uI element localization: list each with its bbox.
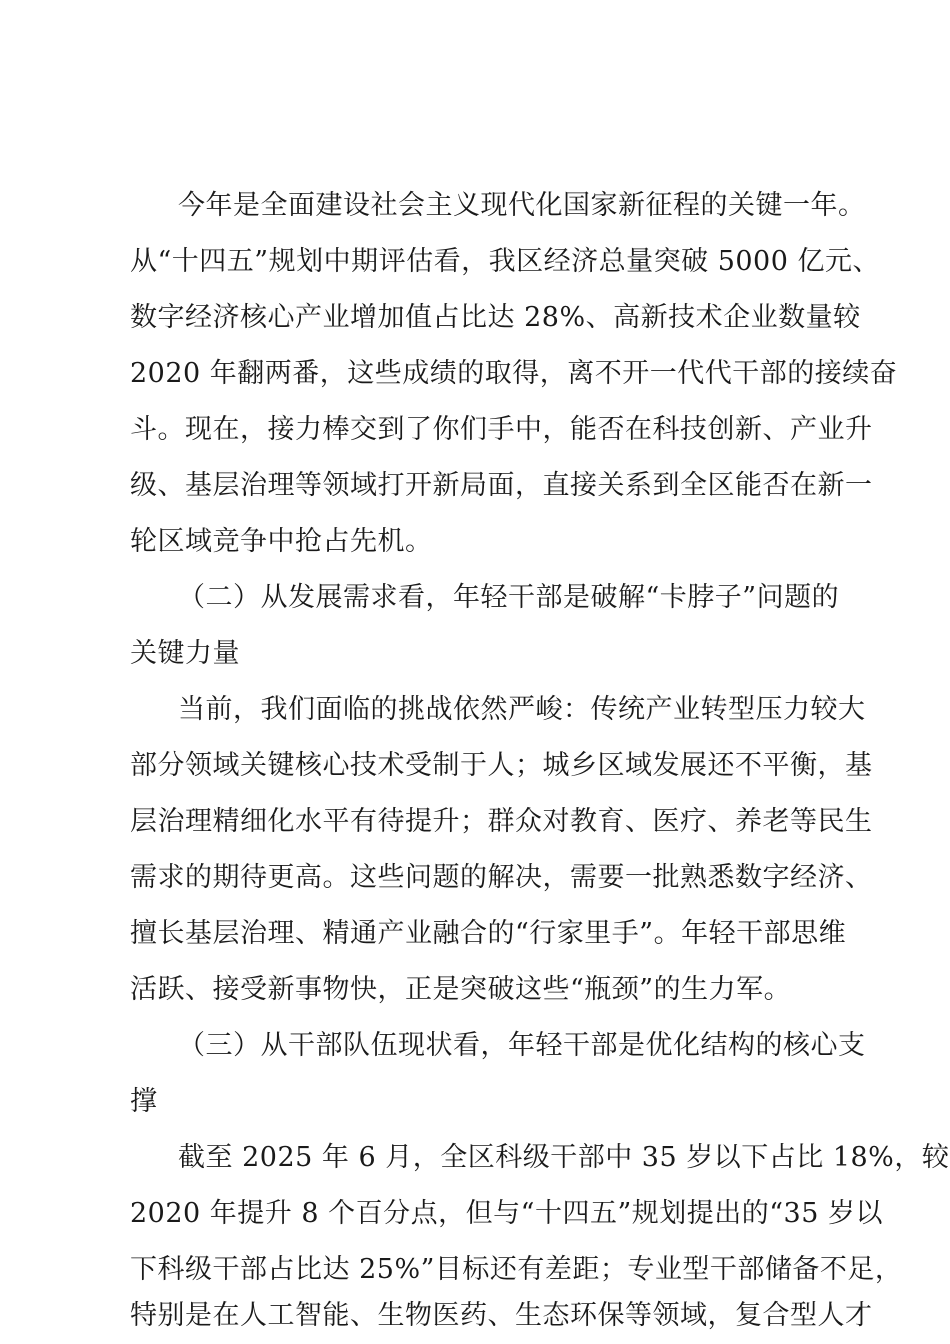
paragraph-2-line-1: 当前，我们面临的挑战依然严峻：传统产业转型压力较大	[178, 694, 866, 725]
paragraph-2-line-3: 层治理精细化水平有待提升；群众对教育、医疗、养老等民生	[130, 806, 873, 837]
paragraph-1-line-6: 级、基层治理等领域打开新局面，直接关系到全区能否在新一	[130, 470, 873, 501]
paragraph-1-line-3: 数字经济核心产业增加值占比达 28%、高新技术企业数量较	[130, 302, 861, 333]
paragraph-3-line-2: 2020 年提升 8 个百分点，但与“十四五”规划提出的“35 岁以	[130, 1198, 883, 1229]
paragraph-1-line-1: 今年是全面建设社会主义现代化国家新征程的关键一年。	[178, 190, 866, 221]
paragraph-2-line-5: 擅长基层治理、精通产业融合的“行家里手”。年轻干部思维	[130, 918, 847, 949]
paragraph-2-line-4: 需求的期待更高。这些问题的解决，需要一批熟悉数字经济、	[130, 862, 873, 893]
heading-3-line-2: 撑	[130, 1086, 158, 1117]
paragraph-1-line-7: 轮区域竞争中抢占先机。	[130, 526, 433, 557]
paragraph-1-line-4: 2020 年翻两番，这些成绩的取得，离不开一代代干部的接续奋	[130, 358, 898, 389]
paragraph-1-line-5: 斗。现在，接力棒交到了你们手中，能否在科技创新、产业升	[130, 414, 873, 445]
heading-2-line-1: （二）从发展需求看，年轻干部是破解“卡脖子”问题的	[178, 582, 840, 613]
paragraph-1-line-2: 从“十四五”规划中期评估看，我区经济总量突破 5000 亿元、	[130, 246, 880, 277]
paragraph-3-line-3: 下科级干部占比达 25%”目标还有差距；专业型干部储备不足，	[130, 1254, 903, 1285]
paragraph-3-line-1: 截至 2025 年 6 月，全区科级干部中 35 岁以下占比 18%，较	[178, 1142, 950, 1173]
paragraph-2-line-2: 部分领域关键核心技术受制于人；城乡区域发展还不平衡，基	[130, 750, 873, 781]
paragraph-3-line-4: 特别是在人工智能、生物医药、生态环保等领域，复合型人才	[130, 1300, 873, 1331]
heading-3-line-1: （三）从干部队伍现状看，年轻干部是优化结构的核心支	[178, 1030, 866, 1061]
heading-2-line-2: 关键力量	[130, 638, 240, 669]
paragraph-2-line-6: 活跃、接受新事物快，正是突破这些“瓶颈”的生力军。	[130, 974, 792, 1005]
